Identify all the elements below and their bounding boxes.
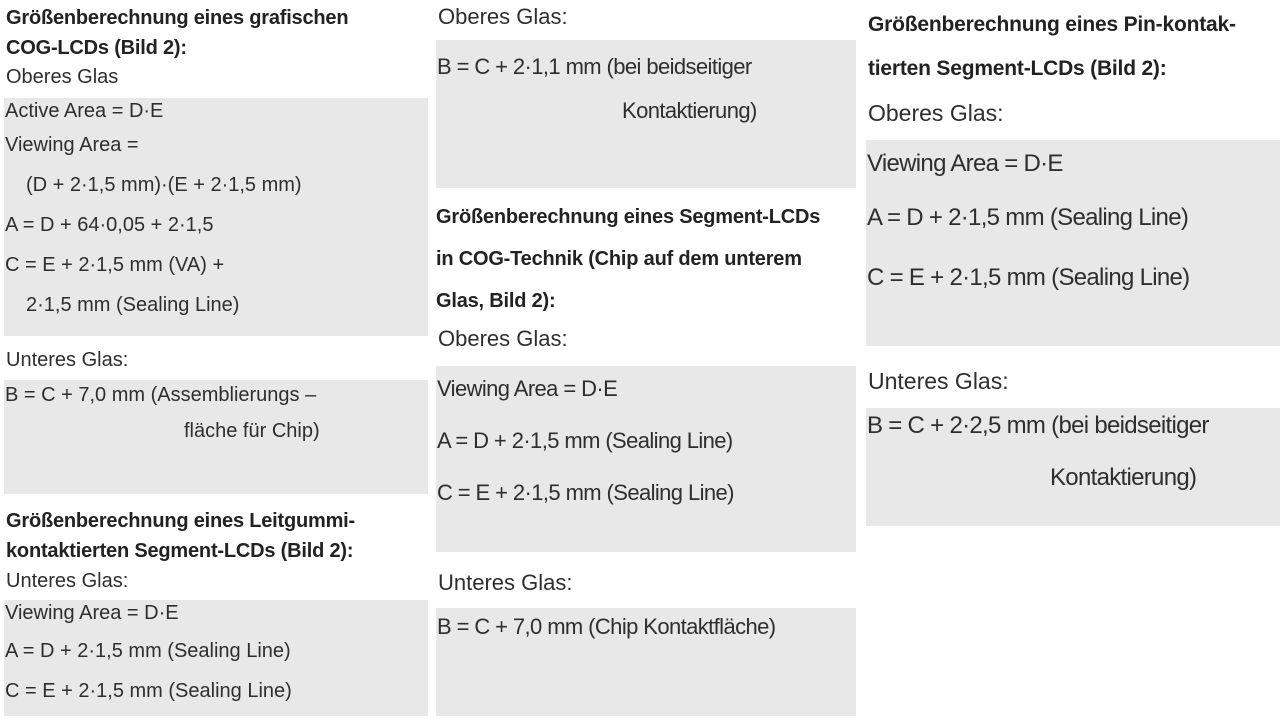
formula-line: fläche für Chip) bbox=[184, 420, 320, 442]
formula-line: B = C + 2·2,5 mm (bei beidseitiger bbox=[867, 412, 1209, 439]
glass-label-lower: Unteres Glas: bbox=[868, 368, 1009, 394]
formula-box-pin-contact bbox=[866, 140, 1280, 346]
formula-line: Kontaktierung) bbox=[1050, 464, 1197, 491]
formula-line: C = E + 2·1,5 mm (Sealing Line) bbox=[437, 480, 734, 505]
glass-label-upper: Oberes Glas: bbox=[438, 4, 568, 29]
section-heading-pin-contact-line1: Größenberechnung eines Pin-kontak- bbox=[868, 13, 1236, 36]
glass-label-upper: Oberes Glas bbox=[6, 66, 119, 88]
section-heading-cog-lcd-line1: Größenberechnung eines grafischen bbox=[6, 7, 349, 29]
section-heading-cog-lcd-line2: COG-LCDs (Bild 2): bbox=[6, 37, 187, 59]
section-heading-cog-segment-line2: in COG-Technik (Chip auf dem unterem bbox=[436, 248, 802, 270]
formula-line: B = C + 2·1,1 mm (bei beidseitiger bbox=[437, 54, 752, 79]
formula-line: C = E + 2·1,5 mm (Sealing Line) bbox=[5, 680, 292, 702]
glass-label-upper: Oberes Glas: bbox=[868, 100, 1004, 126]
formula-line: Active Area = D·E bbox=[5, 100, 164, 122]
formula-line: B = C + 7,0 mm (Chip Kontaktfläche) bbox=[437, 614, 776, 639]
section-heading-cog-segment-line3: Glas, Bild 2): bbox=[436, 290, 556, 312]
section-heading-pin-contact-line2: tierten Segment-LCDs (Bild 2): bbox=[868, 57, 1167, 80]
glass-label-lower: Unteres Glas: bbox=[438, 570, 573, 595]
formula-line: B = C + 7,0 mm (Assemblierungs – bbox=[5, 384, 317, 406]
formula-line: C = E + 2·1,5 mm (Sealing Line) bbox=[867, 264, 1190, 291]
formula-box-lower-glass bbox=[866, 408, 1280, 526]
formula-line: A = D + 2·1,5 mm (Sealing Line) bbox=[867, 204, 1189, 231]
formula-line: A = D + 2·1,5 mm (Sealing Line) bbox=[437, 428, 733, 453]
section-heading-leitgummi-line1: Größenberechnung eines Leitgummi- bbox=[6, 510, 355, 532]
formula-line: Viewing Area = D·E bbox=[437, 376, 618, 401]
formula-line: Viewing Area = bbox=[5, 134, 139, 156]
glass-label-upper: Oberes Glas: bbox=[438, 326, 568, 351]
formula-box-upper-glass bbox=[4, 98, 428, 336]
formula-line: Viewing Area = D·E bbox=[5, 602, 179, 624]
glass-label-lower: Unteres Glas: bbox=[6, 570, 129, 592]
formula-box-leitgummi bbox=[4, 600, 428, 716]
glass-label-lower: Unteres Glas: bbox=[6, 349, 129, 371]
section-heading-leitgummi-line2: kontaktierten Segment-LCDs (Bild 2): bbox=[6, 540, 354, 562]
formula-line: A = D + 64·0,05 + 2·1,5 bbox=[5, 214, 214, 236]
formula-box-cog-segment bbox=[436, 366, 856, 552]
formula-box-upper-glass bbox=[436, 40, 856, 188]
section-heading-cog-segment-line1: Größenberechnung eines Segment-LCDs bbox=[436, 206, 821, 228]
formula-line: 2·1,5 mm (Sealing Line) bbox=[26, 294, 240, 316]
formula-line: C = E + 2·1,5 mm (VA) + bbox=[5, 254, 225, 276]
formula-line: (D + 2·1,5 mm)·(E + 2·1,5 mm) bbox=[26, 174, 302, 196]
formula-line: Viewing Area = D·E bbox=[867, 150, 1063, 177]
formula-box-lower-glass bbox=[4, 380, 428, 494]
formula-line: Kontaktierung) bbox=[622, 98, 757, 123]
formula-line: A = D + 2·1,5 mm (Sealing Line) bbox=[5, 640, 291, 662]
formula-box-lower-glass bbox=[436, 608, 856, 716]
